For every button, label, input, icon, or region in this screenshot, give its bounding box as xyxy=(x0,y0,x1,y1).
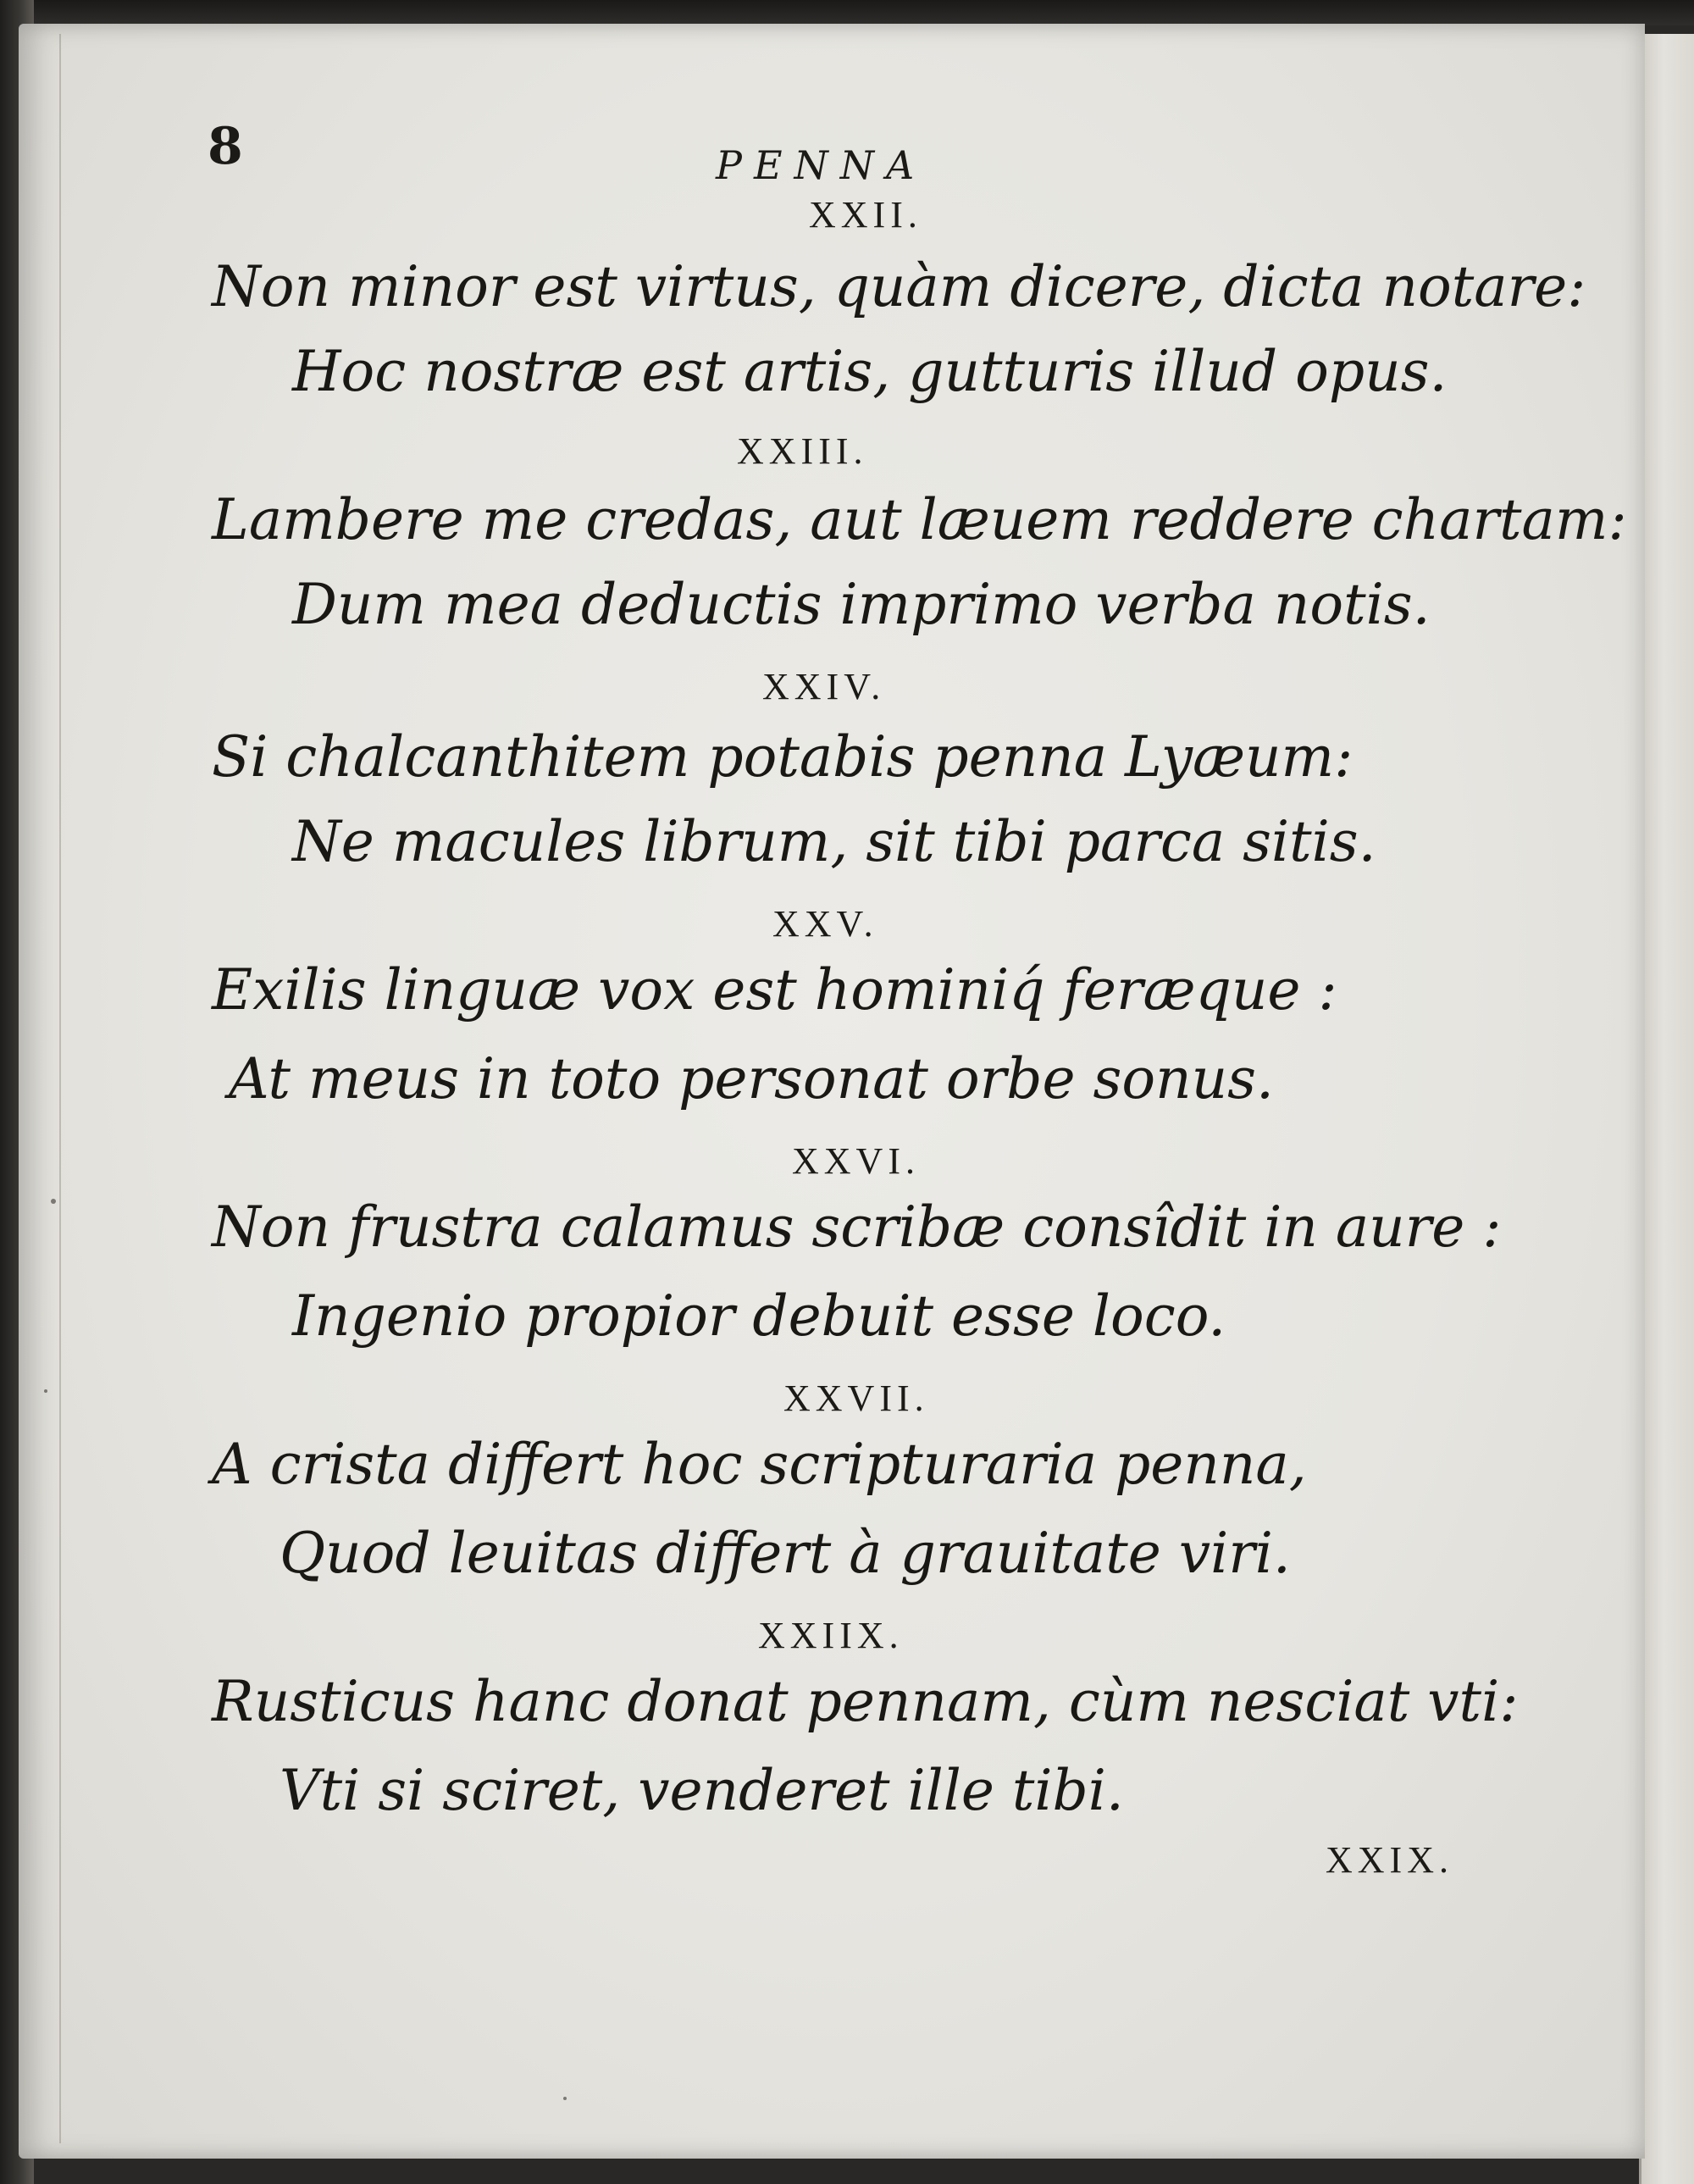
epigram-line: Non minor est virtus, quàm dicere, dicta notare: xyxy=(212,254,1586,319)
epigram-line: Quod leuitas differt à grauitate viri. xyxy=(280,1521,1291,1586)
epigram-line: Exilis linguæ vox est hominiq́ feræque : xyxy=(212,957,1337,1023)
epigram-line: A crista differt hoc scripturaria penna, xyxy=(212,1432,1307,1497)
facing-page-edge xyxy=(1639,34,1694,2184)
epigram-line: Dum mea deductis imprimo verba notis. xyxy=(292,572,1431,637)
epigram-line: Non frustra calamus scribæ consîdit in aure : xyxy=(212,1195,1502,1260)
epigram-number: XXIV. xyxy=(762,666,886,707)
epigram-line: At meus in toto personat orbe sonus. xyxy=(229,1046,1274,1111)
epigram-line: Vti si sciret, venderet ille tibi. xyxy=(280,1758,1124,1823)
epigram-number: XXIIX. xyxy=(758,1615,904,1656)
epigram-line: Rusticus hanc donat pennam, cùm nesciat vti: xyxy=(212,1669,1519,1734)
scanner-bed-top xyxy=(0,0,1694,25)
catchword: XXIX. xyxy=(1326,1839,1453,1881)
epigram-line: Lambere me credas, aut læuem reddere chartam: xyxy=(212,487,1627,552)
folio-number: 8 xyxy=(208,117,243,176)
epigram-number: XXV. xyxy=(772,903,878,945)
page-fold-line xyxy=(59,34,61,2143)
running-head: PENNA xyxy=(716,142,927,188)
epigram-number: XXVI. xyxy=(792,1140,920,1182)
epigram-line: Hoc nostræ est artis, gutturis illud opus. xyxy=(292,339,1448,404)
epigram-number: XXIII. xyxy=(737,430,868,472)
epigram-line: Si chalcanthitem potabis penna Lyæum: xyxy=(212,724,1354,790)
page-header xyxy=(208,117,1478,188)
epigram-line: Ne macules librum, sit tibi parca sitis. xyxy=(292,809,1376,874)
epigram-number: XXII. xyxy=(809,194,922,236)
epigram-line: Ingenio propior debuit esse loco. xyxy=(292,1283,1226,1349)
epigram-number: XXVII. xyxy=(783,1377,929,1419)
